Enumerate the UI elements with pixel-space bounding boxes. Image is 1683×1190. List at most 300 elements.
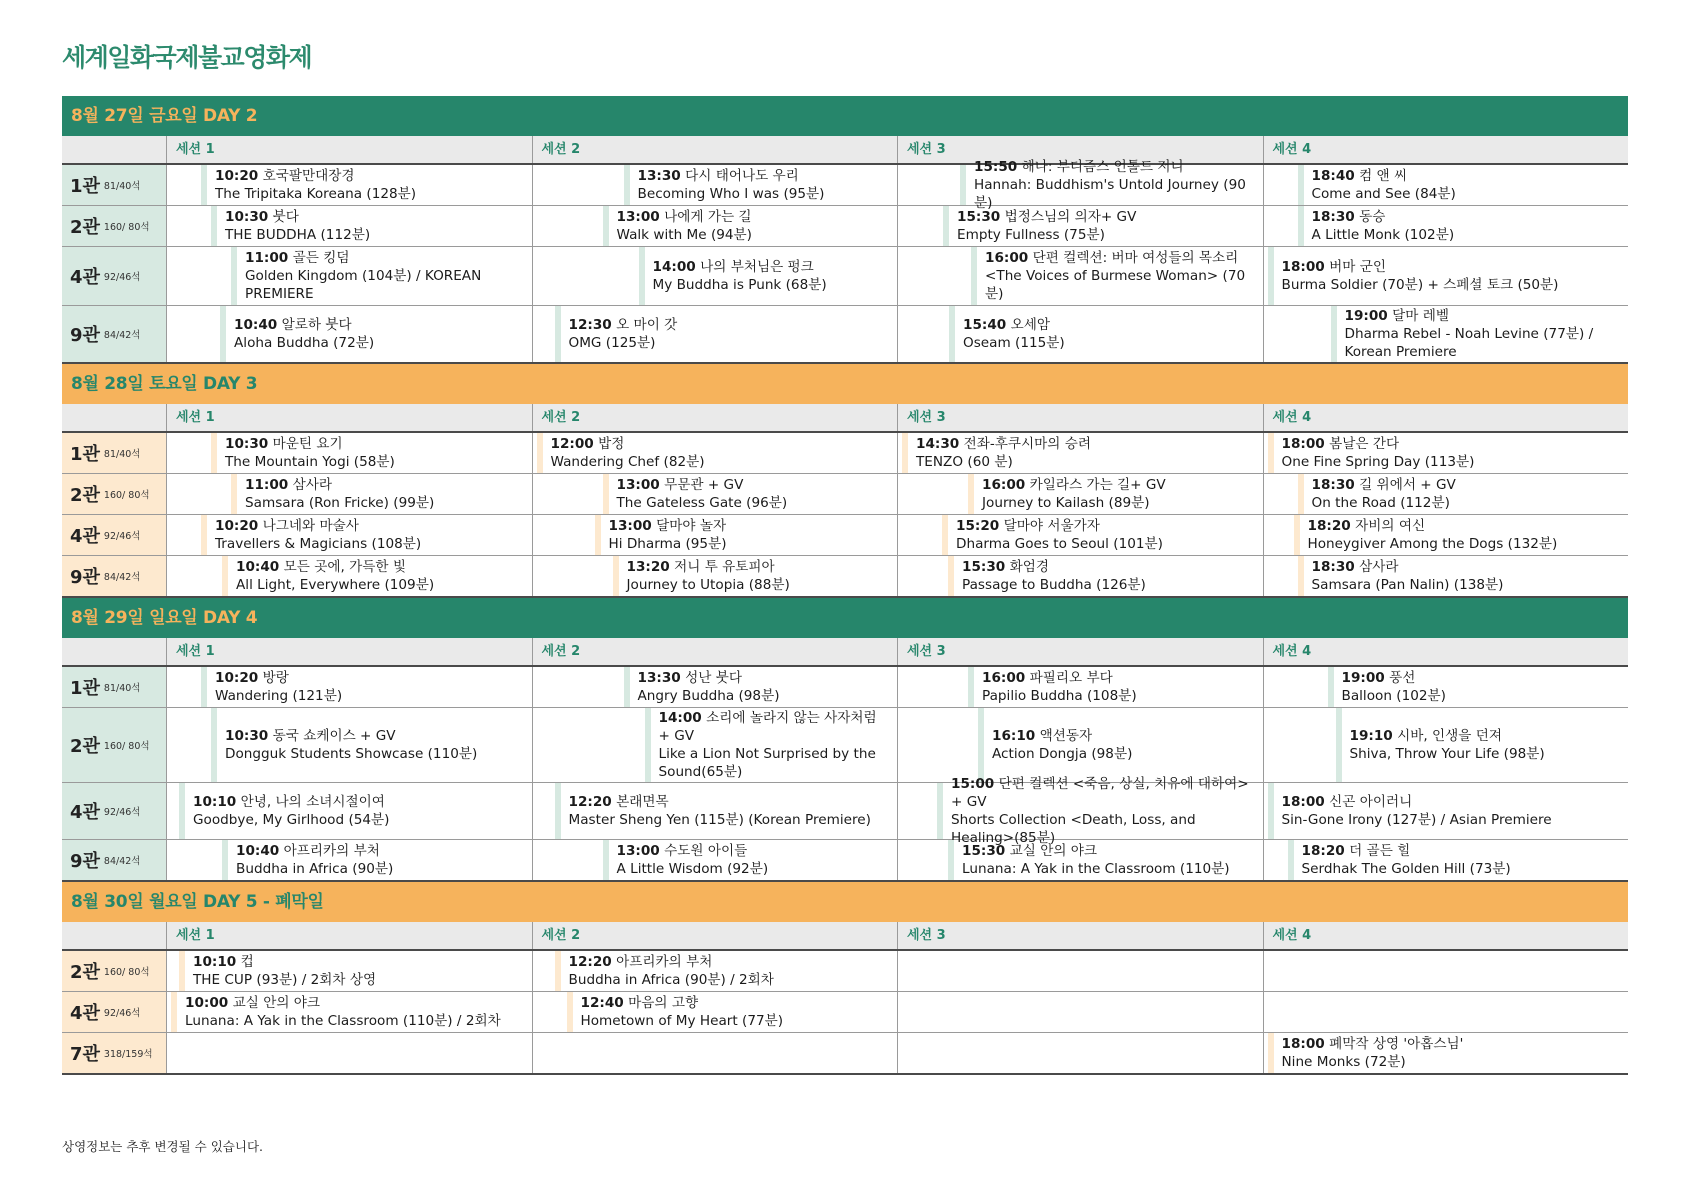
film-line-ko [951,775,1249,811]
hall-label [62,840,166,880]
film-entry[interactable] [1268,1033,1618,1073]
film-time: 15:40 [963,317,1007,333]
hall-row [62,206,1628,247]
film-time: 19:00 [1341,670,1385,686]
film-line-ko [1282,258,1610,276]
film-title-en: Travellers & Magicians (108분) [215,536,422,552]
session-cell [166,1033,532,1073]
hall-label [62,206,166,246]
session-cell [1263,165,1629,205]
film-entry[interactable] [171,992,526,1032]
film-entry[interactable] [624,667,894,707]
film-title-ko: 화엄경 [1009,559,1050,575]
hall-name: 7관 [70,1044,100,1065]
session-cell [1263,840,1629,880]
film-entry[interactable] [1298,474,1618,514]
film-time: 12:00 [550,436,594,452]
film-title-ko: 법정스님의 의자+ GV [1004,209,1137,225]
film-title-ko: 전좌-후쿠시마의 승려 [963,436,1092,452]
session-cell [897,306,1263,362]
film-title-ko: 호국팔만대장경 [262,168,355,184]
session-header-blank [62,136,166,163]
film-entry[interactable] [1294,515,1614,555]
film-title-en: Wandering (121분) [215,688,343,704]
film-time: 15:20 [956,518,1000,534]
hall-label [62,515,166,555]
film-title-en: Honeygiver Among the Dogs (132분) [1307,536,1558,552]
session-cell [532,951,898,991]
hall-row [62,474,1628,515]
film-title-en: Aloha Buddha (72분) [234,335,375,351]
film-title-en: Dharma Goes to Seoul (101분) [956,536,1163,552]
film-entry[interactable] [942,515,1252,555]
film-time: 13:20 [626,559,670,575]
film-time: 18:30 [1311,477,1355,493]
film-line-ko [1308,517,1606,535]
film-title-ko: 삼사라 [292,477,333,493]
session-label: 세션 3 [897,136,1263,163]
film-entry[interactable] [613,556,893,596]
film-title-en: Dharma Rebel - Noah Levine (77분) / Korean Premiere [1344,326,1594,360]
hall-capacity: 92/46석 [103,1008,141,1019]
film-line-ko [963,316,1251,334]
film-entry[interactable] [639,247,889,305]
film-line-ko [974,158,1252,176]
hall-capacity: 92/46석 [103,807,141,818]
film-entry[interactable] [1298,206,1598,246]
hall-label [62,247,166,305]
film-entry[interactable] [978,708,1258,782]
film-entry[interactable] [1336,708,1616,782]
film-time: 10:00 [185,995,229,1011]
film-time: 10:20 [215,168,259,184]
film-time: 11:00 [245,477,289,493]
film-entry[interactable] [949,306,1259,362]
film-title-ko: 교실 안의 야크 [1009,843,1098,859]
film-entry[interactable] [567,992,887,1032]
film-time: 16:10 [992,728,1036,744]
film-line-ko [551,435,879,453]
film-title-ko: 성난 붓다 [685,670,742,686]
film-line-ko [957,208,1255,226]
film-line-ko [245,249,523,267]
hall-name: 9관 [70,567,100,588]
film-title-en: Journey to Utopia (88분) [626,577,790,593]
session-cell [897,776,1263,846]
session-cell [166,474,532,514]
film-line-ko [236,842,514,860]
session-cell [1263,783,1629,839]
film-time: 12:30 [568,317,612,333]
film-title-ko: 나에게 가는 길 [664,209,752,225]
schedule-table [62,96,1628,1075]
film-line-ko [1350,727,1608,745]
film-title-en: Come and See (84분) [1311,186,1456,202]
hall-label [62,433,166,473]
hall-capacity: 160/ 80석 [103,490,150,501]
session-cell [166,247,532,305]
film-time: 10:10 [193,954,237,970]
film-line-ko [1342,669,1610,687]
film-title-ko: 나의 부처님은 펑크 [700,259,814,275]
film-time: 18:30 [1311,209,1355,225]
film-time: 12:40 [580,995,624,1011]
session-cell [532,840,898,880]
film-title-ko: 나그네와 마술사 [262,518,359,534]
hall-name: 2관 [70,485,100,506]
film-title-ko: 해나: 부디즘스 언톨드 저니 [1021,159,1184,175]
hall-row [62,708,1628,783]
film-title-en: OMG (125분) [568,335,656,351]
film-title-en: Shiva, Throw Your Life (98분) [1349,746,1545,762]
film-time: 12:20 [568,794,612,810]
hall-row [62,776,1628,846]
film-entry[interactable] [201,667,521,707]
session-cell [532,783,898,839]
film-title-ko: 동국 쇼케이스 + GV [272,728,396,744]
film-title-en: Hometown of My Heart (77분) [580,1013,784,1029]
film-time: 12:20 [568,954,612,970]
film-entry[interactable] [201,165,531,205]
film-title-ko: 알로하 붓다 [281,317,352,333]
film-entry[interactable] [179,951,519,991]
session-cell [897,474,1263,514]
film-time: 13:30 [637,670,681,686]
film-title-en: Becoming Who I was (95분) [637,186,825,202]
film-time: 14:00 [658,710,702,726]
session-cell [1263,206,1629,246]
film-title-ko: 달마야 놀자 [656,518,727,534]
day-header: 8월 29일 일요일 DAY 4 [62,598,1628,638]
film-time: 11:00 [245,250,289,266]
hall-name: 4관 [70,802,100,823]
film-line-ko [245,476,523,494]
film-entry[interactable] [603,474,883,514]
film-time: 18:00 [1281,1036,1325,1052]
film-title-en: Samsara (Ron Fricke) (99분) [245,495,435,511]
session-cell [166,556,532,596]
film-title-ko: 컴 앤 씨 [1359,168,1408,184]
film-title-en: Walk with Me (94분) [616,227,752,243]
film-entry[interactable] [231,247,531,305]
film-entry[interactable] [902,433,1252,473]
hall-row [62,556,1628,598]
session-header-blank [62,922,166,949]
film-title-ko: 액션동자 [1039,728,1093,744]
session-cell [1263,515,1629,555]
film-title-en: The Tripitaka Koreana (128분) [215,186,417,202]
film-time: 16:00 [985,250,1029,266]
session-label: 세션 3 [897,638,1263,665]
film-time: 13:00 [616,209,660,225]
film-title-en: One Fine Spring Day (113분) [1281,454,1475,470]
film-title-ko: 소리에 놀라지 않는 사자처럼 + GV [658,710,877,744]
film-time: 18:00 [1281,259,1325,275]
film-title-en: Golden Kingdom (104분) / KOREAN PREMIERE [245,268,482,302]
hall-capacity: 84/42석 [103,572,141,583]
session-cell [532,206,898,246]
film-entry[interactable] [645,708,890,782]
film-entry[interactable] [211,206,531,246]
session-cell [1263,667,1629,707]
film-line-ko [1282,435,1610,453]
hall-capacity: 318/159석 [103,1049,153,1060]
film-line-ko [1312,476,1610,494]
film-line-ko [962,558,1240,576]
film-line-ko [1312,558,1610,576]
film-title-en: Samsara (Pan Nalin) (138분) [1311,577,1504,593]
film-line-ko [609,517,877,535]
session-label: 세션 4 [1263,136,1629,163]
session-label: 세션 1 [166,136,532,163]
film-entry[interactable] [603,206,898,246]
film-title-ko: 카일라스 가는 길+ GV [1029,477,1166,493]
hall-label [62,474,166,514]
film-entry[interactable] [624,165,894,205]
film-line-ko [215,669,513,687]
hall-capacity: 81/40석 [103,449,141,460]
film-entry[interactable] [231,474,531,514]
film-entry[interactable] [201,515,521,555]
film-line-ko [236,558,514,576]
film-title-ko: 마음의 고향 [628,995,699,1011]
film-line-ko [1282,1035,1610,1053]
film-title-en: Empty Fullness (75분) [957,227,1105,243]
film-time: 10:40 [236,559,280,575]
film-title-ko: 신곤 아이러니 [1329,794,1413,810]
session-cell [166,515,532,555]
session-cell [532,708,898,782]
film-entry[interactable] [222,556,522,596]
film-title-ko: 마운틴 요기 [272,436,343,452]
film-title-ko: 컵 [240,954,254,970]
film-time: 10:30 [225,728,269,744]
day-header: 8월 28일 토요일 DAY 3 [62,364,1628,404]
film-time: 13:00 [616,477,660,493]
film-title-en: Journey to Kailash (89분) [982,495,1150,511]
hall-name: 2관 [70,217,100,238]
film-title-ko: 아프리카의 부처 [616,954,713,970]
film-entry[interactable] [960,159,1260,211]
hall-label [62,556,166,596]
film-entry[interactable] [211,708,521,782]
session-label: 세션 4 [1263,638,1629,665]
film-entry[interactable] [1298,165,1598,205]
film-title-en: Serdhak The Golden Hill (73분) [1301,861,1511,877]
film-line-ko [1312,208,1590,226]
film-title-en: Nine Monks (72분) [1281,1054,1406,1070]
film-entry[interactable] [968,667,1248,707]
session-header-row [62,922,1628,951]
session-cell [532,433,898,473]
film-title-en: <The Voices of Burmese Woman> (70분) [985,268,1246,302]
hall-label [62,1033,166,1073]
film-entry[interactable] [1298,556,1618,596]
session-label: 세션 3 [897,922,1263,949]
film-entry[interactable] [555,306,885,362]
film-title-en: All Light, Everywhere (109분) [236,577,435,593]
film-entry[interactable] [555,783,895,839]
film-title-en: The Mountain Yogi (58분) [225,454,395,470]
session-cell [897,992,1263,1032]
film-line-ko [1282,793,1610,811]
film-title-ko: 모든 곳에, 가득한 빛 [283,559,406,575]
film-line-ko [916,435,1244,453]
hall-capacity: 160/ 80석 [103,967,150,978]
hall-name: 4관 [70,267,100,288]
film-entry[interactable] [971,247,1261,305]
session-cell [166,165,532,205]
film-title-en: Buddha in Africa (90분) [236,861,394,877]
film-title-en: Like a Lion Not Surprised by the Sound(65분) [658,746,876,780]
film-title-en: Shorts Collection <Death, Loss, and Healing>(85분) [951,812,1196,846]
film-time: 19:10 [1349,728,1393,744]
hall-row [62,951,1628,992]
film-entry[interactable] [968,474,1248,514]
film-title-ko: 교실 안의 야크 [232,995,321,1011]
film-title-ko: 골든 킹덤 [292,250,350,266]
film-line-ko [638,167,886,185]
film-time: 18:40 [1311,168,1355,184]
film-time: 15:30 [957,209,1001,225]
film-title-en: The Gateless Gate (96분) [616,495,788,511]
film-time: 18:30 [1311,559,1355,575]
film-time: 10:20 [215,518,259,534]
film-line-ko [982,669,1240,687]
session-label: 세션 1 [166,922,532,949]
film-entry[interactable] [948,840,1263,880]
film-line-ko [956,517,1244,535]
film-entry[interactable] [595,515,885,555]
film-title-ko: 무문관 + GV [664,477,744,493]
film-title-en: Burma Soldier (70분) + 스페셜 토크 (50분) [1281,277,1559,293]
session-cell [897,247,1263,305]
film-entry[interactable] [937,776,1257,846]
session-label: 세션 2 [532,404,898,431]
film-title-en: Hannah: Buddhism's Untold Journey (90분) [974,177,1246,211]
film-title-ko: 삼사라 [1359,559,1399,575]
film-time: 13:30 [637,168,681,184]
film-title-en: Papilio Buddha (108분) [982,688,1137,704]
session-header-row [62,136,1628,165]
film-entry[interactable] [1288,840,1618,880]
film-entry[interactable] [1328,667,1618,707]
film-entry[interactable] [603,840,883,880]
film-entry[interactable] [220,306,530,362]
film-title-en: Wandering Chef (82분) [550,454,705,470]
session-cell [1263,306,1629,362]
film-title-en: THE BUDDHA (112분) [225,227,371,243]
film-line-ko [1345,307,1613,325]
film-entry[interactable] [222,840,522,880]
film-title-en: TENZO (60 분) [916,454,1013,470]
film-entry[interactable] [537,433,887,473]
film-title-ko: 시바, 인생을 던져 [1397,728,1502,744]
session-cell [897,159,1263,211]
film-line-ko [193,793,511,811]
film-line-ko [985,249,1253,267]
film-time: 10:10 [193,794,237,810]
film-title-ko: 안녕, 나의 소녀시절이여 [240,794,385,810]
session-label: 세션 4 [1263,922,1629,949]
hall-name: 4관 [70,1003,100,1024]
film-entry[interactable] [1268,783,1618,839]
hall-label [62,951,166,991]
session-label: 세션 2 [532,922,898,949]
film-title-ko: 폐막작 상영 '아홉스님' [1329,1036,1464,1052]
film-title-ko: 본래면목 [616,794,669,810]
hall-name: 1관 [70,444,100,465]
film-time: 14:00 [652,259,696,275]
film-time: 13:00 [608,518,652,534]
session-cell [532,474,898,514]
session-cell [897,1033,1263,1073]
film-entry[interactable] [1268,433,1618,473]
session-cell [532,306,898,362]
session-label: 세션 3 [897,404,1263,431]
film-line-ko [653,258,881,276]
film-line-ko [225,208,523,226]
film-title-en: Action Dongja (98분) [992,746,1133,762]
film-entry[interactable] [179,783,519,839]
film-entry[interactable] [948,556,1248,596]
session-label: 세션 1 [166,404,532,431]
hall-label [62,783,166,839]
film-title-en: On the Road (112분) [1311,495,1450,511]
footnote: 상영정보는 추후 변경될 수 있습니다. [62,1139,263,1154]
film-title-en: Oseam (115분) [963,335,1065,351]
film-time: 14:30 [916,436,960,452]
film-entry[interactable] [1268,247,1618,305]
film-entry[interactable] [211,433,521,473]
hall-label [62,165,166,205]
film-line-ko [569,953,887,971]
film-title-en: Hi Dharma (95분) [608,536,727,552]
hall-capacity: 81/40석 [103,181,141,192]
hall-name: 4관 [70,526,100,547]
hall-row [62,247,1628,306]
hall-name: 2관 [70,962,100,983]
film-time: 10:20 [215,670,259,686]
film-line-ko [569,316,877,334]
film-line-ko [617,476,875,494]
session-label: 세션 2 [532,638,898,665]
hall-name: 9관 [70,325,100,346]
film-entry[interactable] [1331,306,1621,362]
film-line-ko [638,669,886,687]
hall-label [62,667,166,707]
film-entry[interactable] [943,206,1263,246]
film-time: 16:00 [982,670,1026,686]
film-entry[interactable] [555,951,895,991]
film-title-en: Buddha in Africa (90분) / 2회차 [568,972,774,988]
session-cell [166,992,532,1032]
hall-row [62,992,1628,1033]
film-title-ko: 풍선 [1389,670,1416,686]
session-cell [897,951,1263,991]
session-label: 세션 4 [1263,404,1629,431]
session-cell [897,515,1263,555]
film-title-ko: 달마 레벨 [1392,308,1449,324]
film-title-en: Lunana: A Yak in the Classroom (110분) / 2회차 [185,1013,501,1029]
session-cell [166,306,532,362]
film-time: 10:30 [225,209,269,225]
film-time: 18:00 [1281,436,1325,452]
film-line-ko [617,842,875,860]
hall-name: 9관 [70,851,100,872]
film-title-ko: 단편 컬렉션 <죽음, 상실, 치유에 대하여> + GV [951,776,1249,810]
film-line-ko [225,435,513,453]
